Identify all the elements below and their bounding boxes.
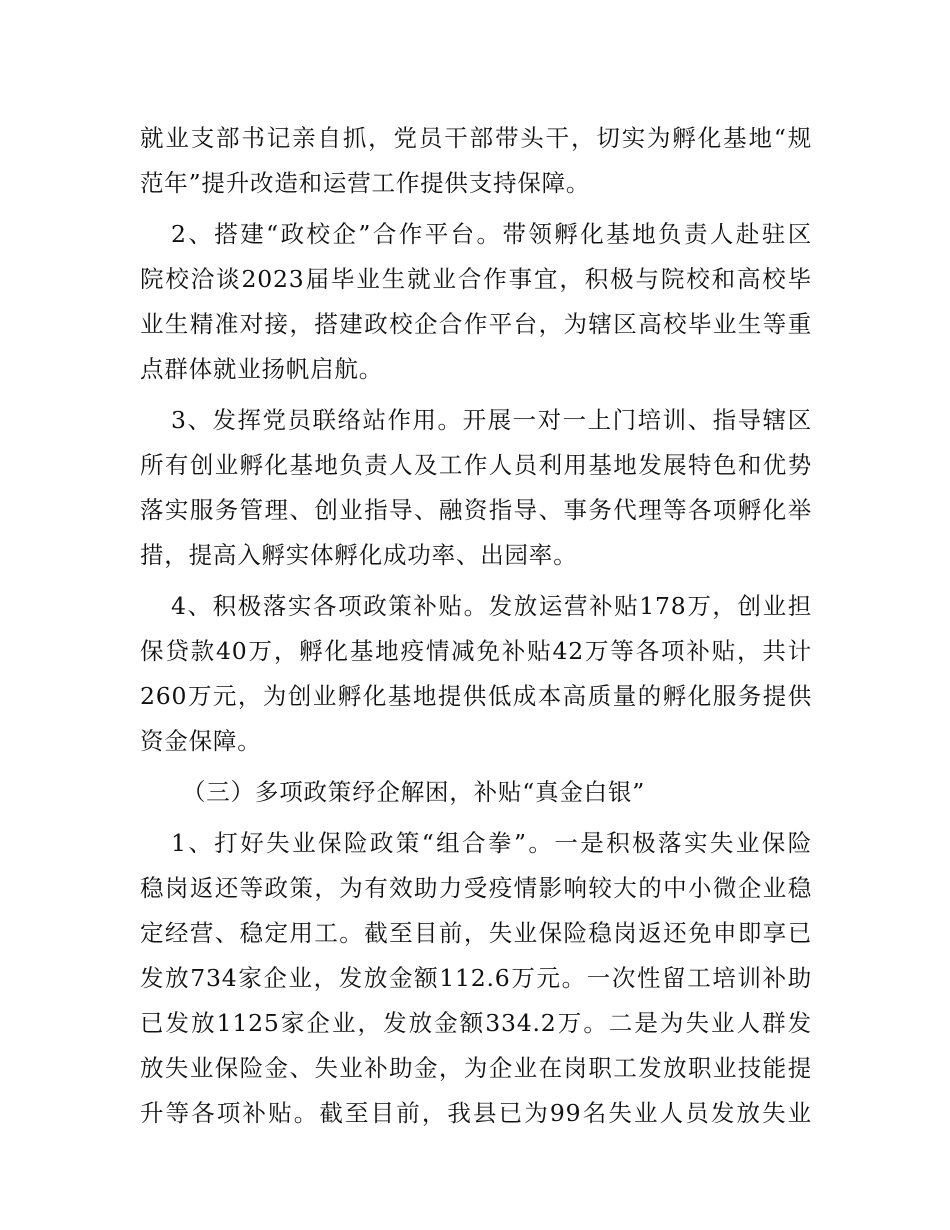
text-line: 已发放1125家企业，发放金额334.2万。二是为失业人群发 — [140, 1009, 812, 1037]
text-line: 3、发挥党员联络站作用。开展一对一上门培训、指导辖区 — [171, 406, 812, 434]
text-line: 点群体就业扬帆启航。 — [140, 355, 383, 383]
text-line: 1、打好失业保险政策“组合拳”。一是积极落实失业保险 — [171, 829, 812, 857]
document-body — [140, 116, 812, 1136]
text-line: 落实服务管理、创业指导、融资指导、事务代理等各项孵化举 — [140, 496, 812, 524]
text-line: 资金保障。 — [140, 727, 262, 755]
text-line: 业生精准对接，搭建政校企合作平台，为辖区高校毕业生等重 — [140, 310, 812, 338]
section-heading — [140, 770, 812, 815]
text-line: 保贷款40万，孵化基地疫情减免补贴42万等各项补贴，共计 — [140, 637, 812, 665]
text-line: 院校洽谈2023届毕业生就业合作事宜，积极与院校和高校毕 — [140, 265, 812, 293]
text-line: 260万元，为创业孵化基地提供低成本高质量的孵化服务提供 — [140, 682, 812, 710]
paragraph-continuation — [140, 116, 812, 206]
text-line: 定经营、稳定用工。截至目前，失业保险稳岗返还免申即享已 — [140, 919, 812, 947]
paragraph-item-4 — [140, 584, 812, 764]
text-line: 范年”提升改造和运营工作提供支持保障。 — [140, 169, 591, 197]
section-heading-text: （三）多项政策纾企解困，补贴“真金白银” — [182, 778, 646, 806]
paragraph-item-3 — [140, 398, 812, 578]
text-line: 发放734家企业，发放金额112.6万元。一次性留工培训补助 — [140, 964, 812, 992]
paragraph-item-2 — [140, 212, 812, 392]
text-line: 升等各项补贴。截至目前，我县已为99名失业人员发放失业 — [140, 1099, 812, 1127]
text-line: 4、积极落实各项政策补贴。发放运营补贴178万，创业担 — [171, 592, 812, 620]
text-line: 就业支部书记亲自抓，党员干部带头干，切实为孵化基地“规 — [140, 124, 812, 152]
text-line: 稳岗返还等政策，为有效助力受疫情影响较大的中小微企业稳 — [140, 874, 812, 902]
paragraph-item-1 — [140, 821, 812, 1136]
text-line: 2、搭建“政校企”合作平台。带领孵化基地负责人赴驻区 — [171, 220, 812, 248]
text-line: 放失业保险金、失业补助金，为企业在岗职工发放职业技能提 — [140, 1054, 812, 1082]
text-line: 措，提高入孵实体孵化成功率、出园率。 — [140, 541, 578, 569]
text-line: 所有创业孵化基地负责人及工作人员利用基地发展特色和优势 — [140, 451, 812, 479]
